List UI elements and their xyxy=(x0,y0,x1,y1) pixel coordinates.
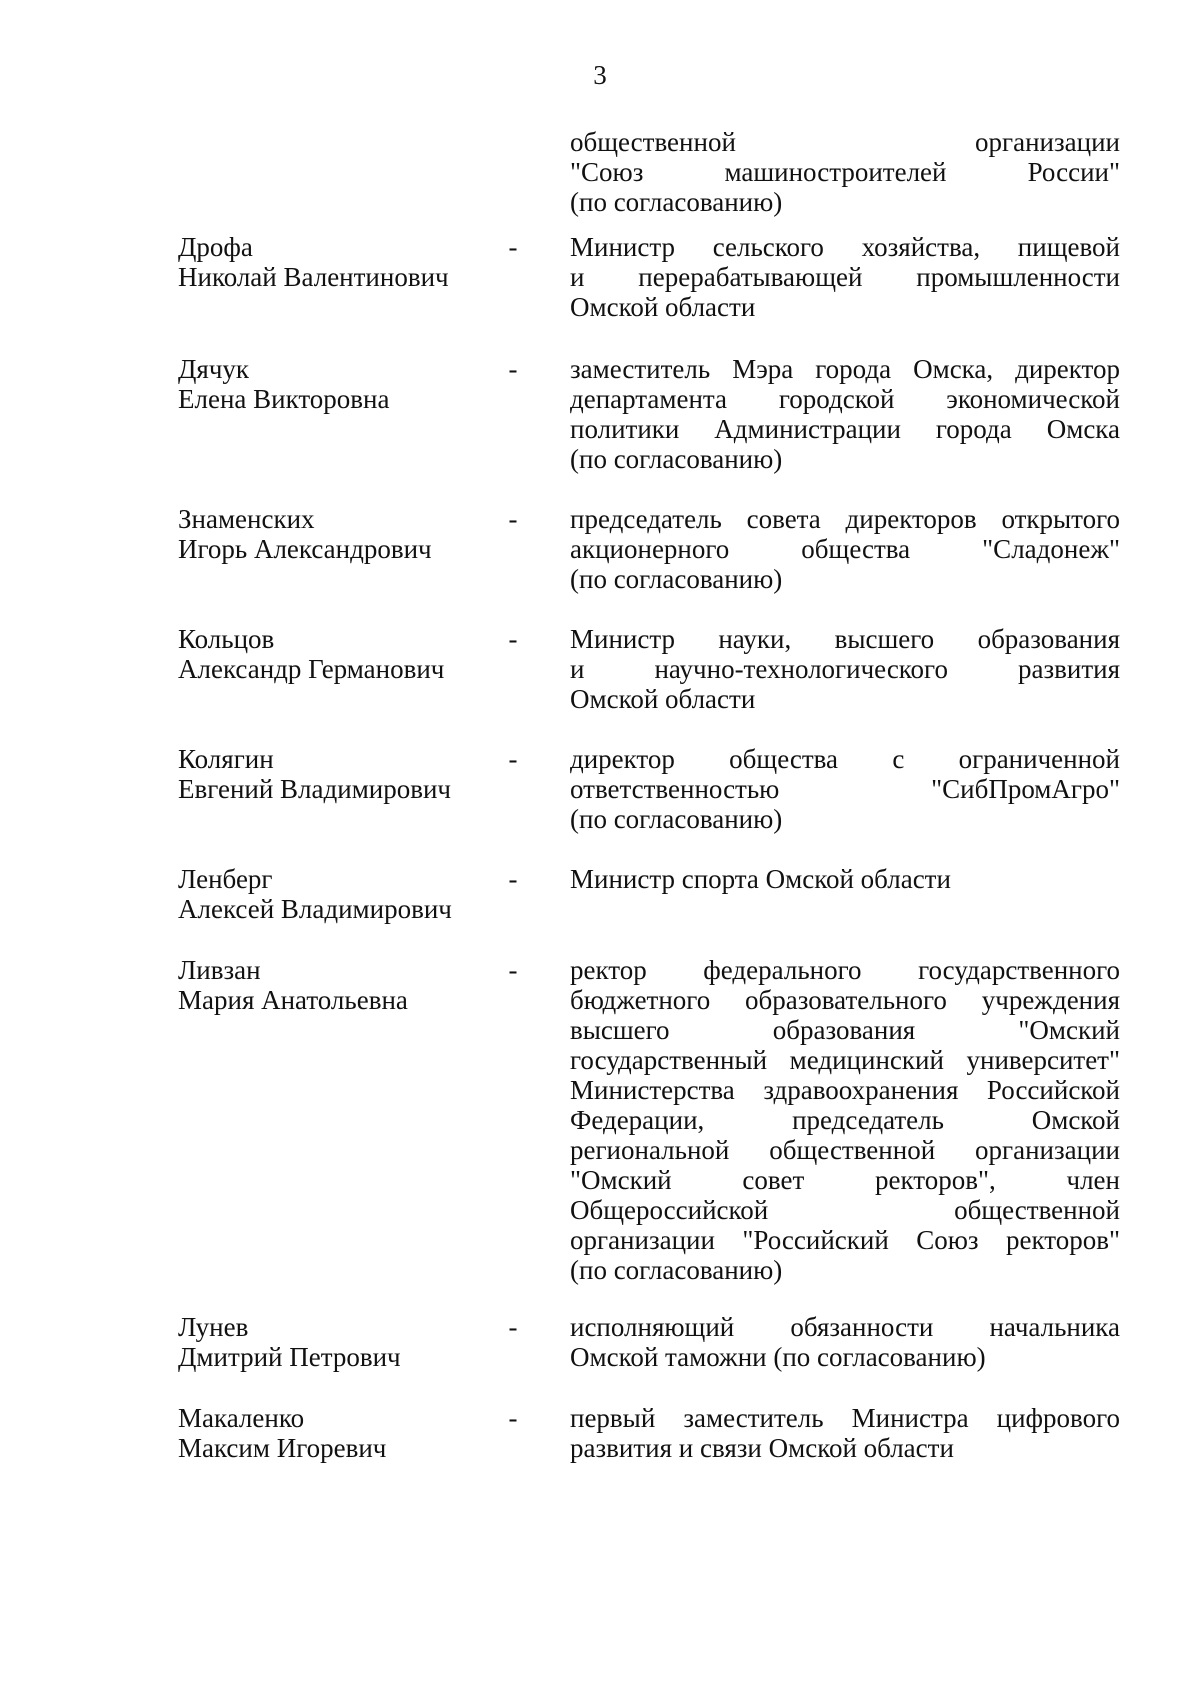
member-surname: Знаменских xyxy=(178,504,315,534)
member-name xyxy=(178,504,498,564)
position-line: (по согласованию) xyxy=(570,804,783,834)
separator-dash: - xyxy=(508,354,518,384)
member-given-names: Игорь Александрович xyxy=(178,534,432,564)
position-line: ответственностью "СибПромАгро" xyxy=(570,774,1120,804)
member-name xyxy=(178,1403,498,1463)
position-line: первый заместитель Министра цифрового xyxy=(570,1403,1120,1433)
position-line: государственный медицинский университет" xyxy=(570,1045,1120,1075)
position-line: бюджетного образовательного учреждения xyxy=(570,985,1120,1015)
member-position xyxy=(570,624,1120,714)
member-surname: Макаленко xyxy=(178,1403,305,1433)
position-line: Общероссийской общественной xyxy=(570,1195,1120,1225)
member-surname: Ливзан xyxy=(178,955,261,985)
position-line: заместитель Мэра города Омска, директор xyxy=(570,354,1120,384)
position-line: развития и связи Омской области xyxy=(570,1433,954,1463)
member-position xyxy=(570,864,1120,894)
member-position xyxy=(570,504,1120,594)
member-given-names: Алексей Владимирович xyxy=(178,894,452,924)
position-line: Министерства здравоохранения Российской xyxy=(570,1075,1120,1105)
member-position xyxy=(570,354,1120,474)
position-line: (по согласованию) xyxy=(570,1255,783,1285)
member-surname: Кольцов xyxy=(178,624,275,654)
position-line: (по согласованию) xyxy=(570,564,783,594)
separator-dash: - xyxy=(508,624,518,654)
position-line: Омской таможни (по согласованию) xyxy=(570,1342,986,1372)
position-line: общественной организации xyxy=(570,127,1120,157)
position-line: политики Администрации города Омска xyxy=(570,414,1120,444)
member-position xyxy=(570,1403,1120,1463)
member-given-names: Александр Германович xyxy=(178,654,445,684)
member-given-names: Максим Игоревич xyxy=(178,1433,387,1463)
member-name xyxy=(178,624,498,684)
member-surname: Дрофа xyxy=(178,232,253,262)
member-surname: Дячук xyxy=(178,354,250,384)
position-line: акционерного общества "Сладонеж" xyxy=(570,534,1120,564)
member-surname: Колягин xyxy=(178,744,274,774)
position-line: директор общества с ограниченной xyxy=(570,744,1120,774)
member-name xyxy=(178,354,498,414)
position-line: организации "Российский Союз ректоров" xyxy=(570,1225,1120,1255)
separator-dash: - xyxy=(508,504,518,534)
member-position xyxy=(570,232,1120,322)
position-line: "Союз машиностроителей России" xyxy=(570,157,1120,187)
position-line: (по согласованию) xyxy=(570,187,783,217)
position-line: и перерабатывающей промышленности xyxy=(570,262,1120,292)
separator-dash: - xyxy=(508,864,518,894)
member-name xyxy=(178,744,498,804)
position-line: Федерации, председатель Омской xyxy=(570,1105,1120,1135)
position-line: председатель совета директоров открытого xyxy=(570,504,1120,534)
separator-dash: - xyxy=(508,1403,518,1433)
position-line: (по согласованию) xyxy=(570,444,783,474)
continuation-entry xyxy=(570,127,1120,217)
position-line: "Омский совет ректоров", член xyxy=(570,1165,1120,1195)
position-line: Омской области xyxy=(570,684,756,714)
member-position xyxy=(570,955,1120,1285)
separator-dash: - xyxy=(508,232,518,262)
separator-dash: - xyxy=(508,744,518,774)
member-position xyxy=(570,744,1120,834)
member-name xyxy=(178,232,498,292)
position-line: Омской области xyxy=(570,292,756,322)
member-given-names: Дмитрий Петрович xyxy=(178,1342,401,1372)
position-line: Министр науки, высшего образования xyxy=(570,624,1120,654)
page-number: 3 xyxy=(593,60,607,90)
position-line: региональной общественной организации xyxy=(570,1135,1120,1165)
member-given-names: Елена Викторовна xyxy=(178,384,390,414)
member-given-names: Евгений Владимирович xyxy=(178,774,452,804)
separator-dash: - xyxy=(508,1312,518,1342)
member-name xyxy=(178,864,498,924)
member-name xyxy=(178,1312,498,1372)
position-line: Министр спорта Омской области xyxy=(570,864,951,894)
member-surname: Лунев xyxy=(178,1312,249,1342)
position-line: высшего образования "Омский xyxy=(570,1015,1120,1045)
position-line: Министр сельского хозяйства, пищевой xyxy=(570,232,1120,262)
position-line: ректор федерального государственного xyxy=(570,955,1120,985)
member-name xyxy=(178,955,498,1015)
member-given-names: Мария Анатольевна xyxy=(178,985,408,1015)
position-line: и научно-технологического развития xyxy=(570,654,1120,684)
member-given-names: Николай Валентинович xyxy=(178,262,449,292)
separator-dash: - xyxy=(508,955,518,985)
position-line: исполняющий обязанности начальника xyxy=(570,1312,1120,1342)
position-line: департамента городской экономической xyxy=(570,384,1120,414)
member-position xyxy=(570,1312,1120,1372)
member-surname: Ленберг xyxy=(178,864,273,894)
